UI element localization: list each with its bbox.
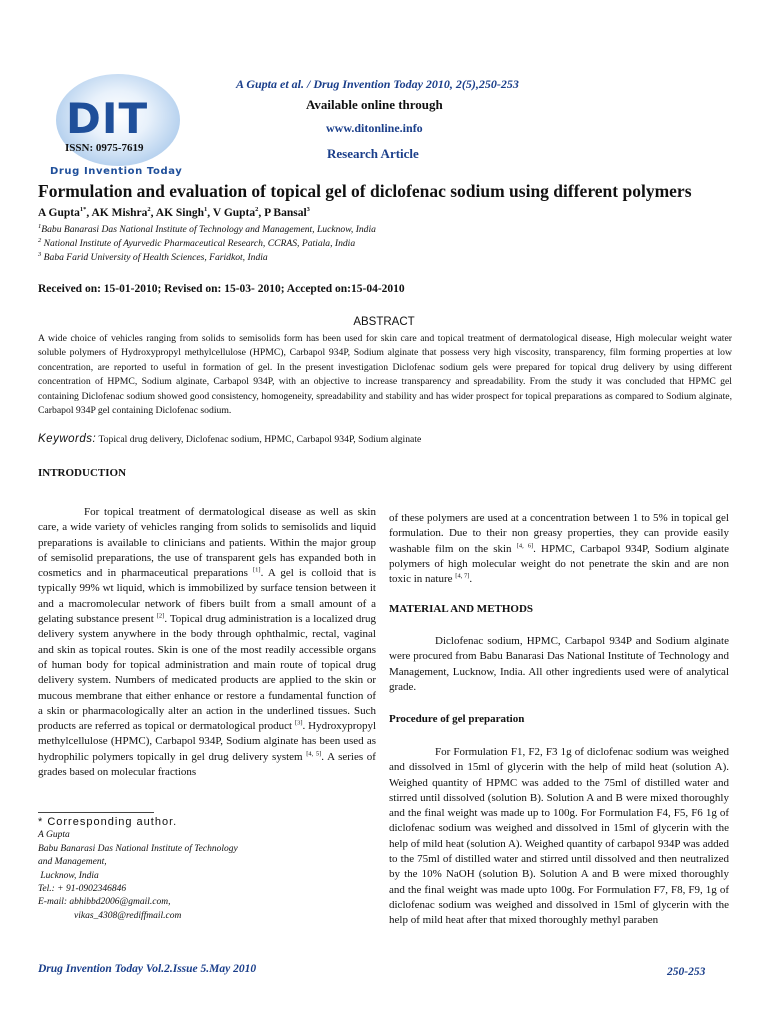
author-sup: 1 <box>204 206 208 214</box>
affiliation: $^1$Babu Banarasi Das National Institute of Technology and Management, Lucknow, India <box>38 222 376 235</box>
author-sup: 1* <box>79 206 87 214</box>
footnote-divider <box>38 812 154 813</box>
available-online: Available online through <box>306 97 443 112</box>
author-list: A Gupta$^{1*}$, AK Mishra$^2$, AK Singh$^1$, V Gupta$^2$, P Bansal$^3$ <box>38 206 310 219</box>
author-sup: 2 <box>255 206 259 214</box>
footer-journal: Drug Invention Today Vol.2.Issue 5.May 2010 <box>38 963 257 975</box>
abstract-heading: ABSTRACT <box>353 316 415 328</box>
introduction-right-column <box>389 511 729 587</box>
methods-heading: MATERIAL AND METHODS <box>389 603 534 615</box>
affiliation: $^3$ Baba Farid University of Health Sciences, Faridkot, India <box>38 250 268 263</box>
corresponding-author: * Corresponding author. A Gupta Babu Banarasi Das National Institute of Technology and Management, Lucknow, India Tel.: + 91-0902346846 E-mail: abhibbd2006@gmail.com, vikas_4308@rediffmail.com <box>38 816 238 923</box>
author: A Gupta <box>38 207 80 219</box>
abstract-text: A wide choice of vehicles ranging from solids to semisolids form has been used for skin care and topical treatment of dermatological disease, High molecular weight water soluble polymers of Hydroxypropyl methylcellulose (HPMC), Carbapol 934P, Sodium alginate that possess very high viscosity, transparency, film forming properties at low concentration, are reported to useful in formation of gel. In the present investigation Diclofenac sodium gels were prepared for topical drug delivery by using different concentration of HPMC, Sodium alginate, Carbapol 934P, with an objective to increase transparency and spreadability. From the study it was concluded that HPMC gel containing Diclofenac sodium showed good consistency, homogeneity, spreadability and stability and has wider prospect for topical preparations as compared to Sodium alginate, Carbapol 934P gel containing Diclofenac sodium. <box>38 333 732 417</box>
keywords <box>38 433 421 445</box>
article-type: Research Article <box>327 146 419 161</box>
keywords-label: Keywords: <box>38 433 97 445</box>
intro-paragraph: For topical treatment of dermatological disease as well as skin care, a wide variety of vehicles ranging from solids to semisolids and liquid preparations is available to clinicians and patients. Within the major group of semisolid preparations, the use of transparent gels has expanded both in cosmetics and in pharmaceutical preparations [1]. A gel is colloid that is typically 99% wt liquid, which is immobilized by surface tension between it and a macromolecular network of fibers built from a small amount of a gelating substance present [2]. Topical drug administration is a localized drug delivery system anywhere in the body through ophthalmic, rectal, vaginal and skin as topical routes. Skin is one of the most readily accessible organs of human body for topical administration and main route of topical drug delivery system. Numbers of medicated products are applied to the skin or mucous membrane that either enhance or restore a fundamental function of a skin or pharmacologically alter an action in the underlined tissues. Such products are referred as topical or dermatological product [3]. Hydroxypropyl methylcellulose (HPMC), Carbapol 934P, Sodium alginate has been used as hydrophilic polymers topically in gel drug delivery system [4, 5]. A series of grades based on molecular fractions <box>38 506 376 779</box>
journal-logo <box>50 70 190 180</box>
paper-title: Formulation and evaluation of topical gel of diclofenac sodium using different polymers <box>38 181 692 201</box>
issn: ISSN: 0975-7619 <box>65 142 144 154</box>
introduction-heading: INTRODUCTION <box>38 467 127 479</box>
intro-paragraph-cont: of these polymers are used at a concentration between 1 to 5% in topical gel formulation. Due to their non greasy properties, they can provide easily washable film on the skin [4, 6]. HPMC, Carbapol 934P, Sodium alginate polymers of high molecular weight do not penetrate the skin and are non toxic in nature [4, 7]. <box>389 512 729 586</box>
footer-pages: 250-253 <box>667 966 706 978</box>
article-dates: Received on: 15-01-2010; Revised on: 15-03- 2010; Accepted on:15-04-2010 <box>38 283 405 295</box>
email[interactable]: vikas_4308@rediffmail.com <box>74 910 182 921</box>
author-sup: 2 <box>147 206 151 214</box>
journal-url[interactable]: www.ditonline.info <box>326 121 423 135</box>
author: P Bansal <box>264 207 307 219</box>
methods-materials: Diclofenac sodium, HPMC, Carbapol 934P and Sodium alginate were procured from Babu Banarasi Das National Institute of Technology and Management, Lucknow, India. All other ingredients used were of analytical grade. <box>389 635 729 693</box>
citation: A Gupta et al. / Drug Invention Today 2010, 2(5),250-253 <box>236 77 519 91</box>
introduction-left-column <box>38 505 376 780</box>
procedure-heading: Procedure of gel preparation <box>389 713 525 725</box>
author: AK Singh <box>155 207 205 219</box>
methods-procedure: For Formulation F1, F2, F3 1g of diclofenac sodium was weighed and dissolved in 15ml of glycerin with the help of mild heat (solution A). Weighed quantity of HPMC was added to the 75ml of distilled water and stirred until dissolved (solution B). Solution A and B were mixed thoroughly and the final weight was made up to 100g. For Formulation F4, F5, F6 1g of diclofenac sodium was weighed and dissolved in 15ml of glycerin with the help of mild heat (solution A). Weighed quantity of carbapol 934P was added to the 75ml of distilled water and stirred until dissolved and then neutralized by the 10% NaOH (solution B). Solution A and B were mixed thoroughly and the final weight was made upto 100g. For Formulation F7, F8, F9, 1g of diclofenac sodium was weighed and dissolved in 15ml of glycerin with the help of mild heat after that mixed thoroughly methyl paraben <box>389 746 729 927</box>
author: V Gupta <box>212 207 256 219</box>
logo-letters: DIT <box>66 94 149 143</box>
keywords-text: Topical drug delivery, Diclofenac sodium, HPMC, Carbapol 934P, Sodium alginate <box>98 434 422 445</box>
affiliation: $^2$ National Institute of Ayurvedic Pharmaceutical Research, CCRAS, Patiala, India <box>38 236 356 249</box>
corresponding-author-label: * Corresponding author. <box>38 816 178 828</box>
email[interactable]: E-mail: abhibbd2006@gmail.com, <box>38 897 171 908</box>
logo-journal-name: Drug Invention Today <box>50 166 183 177</box>
author-sup: 3 <box>306 206 310 214</box>
author: AK Mishra <box>91 207 148 219</box>
